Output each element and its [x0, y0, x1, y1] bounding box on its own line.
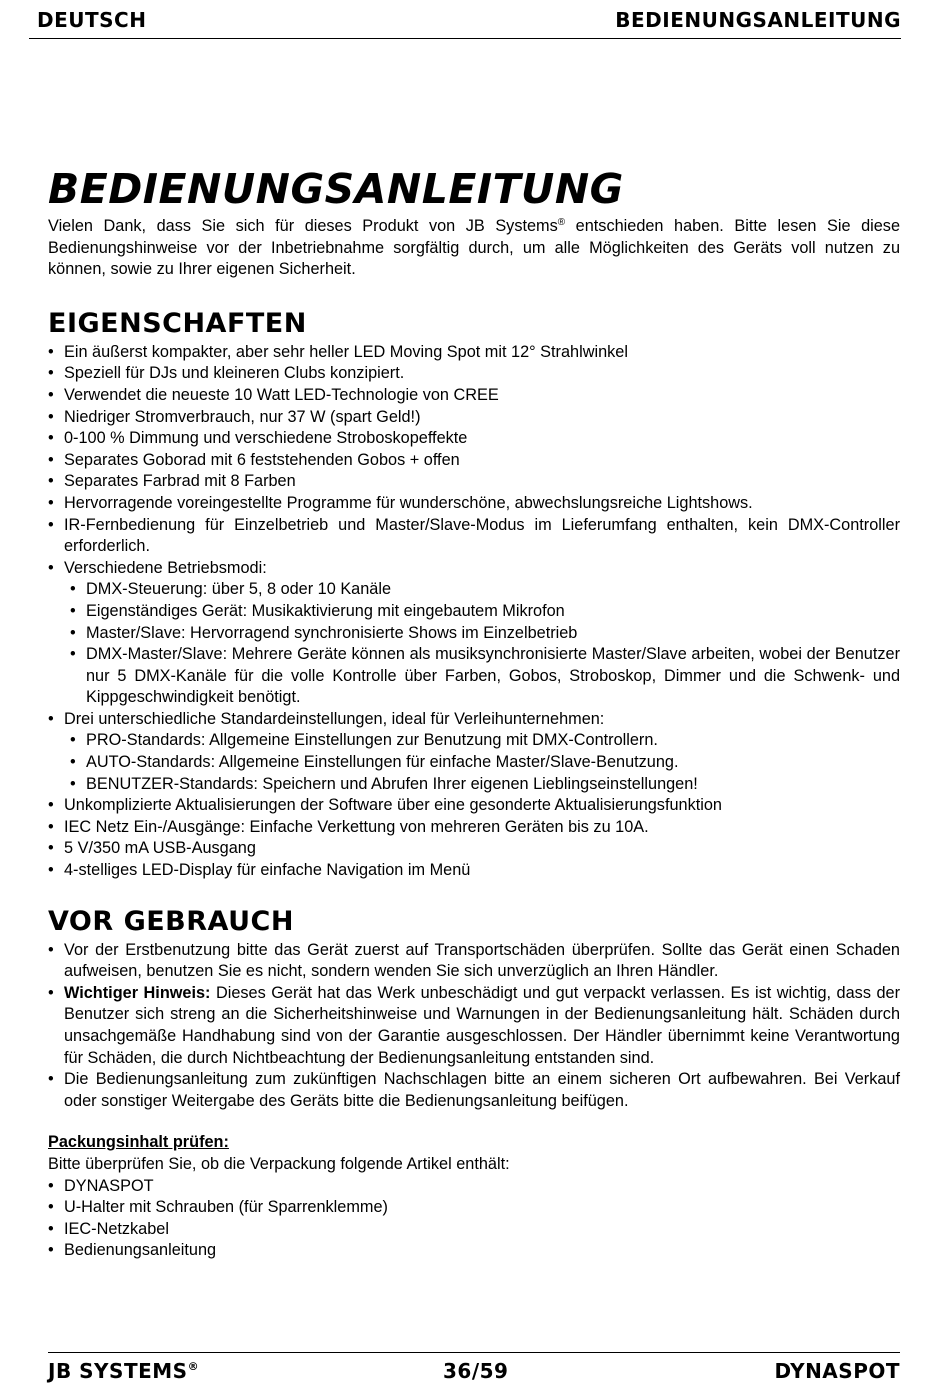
standards-list — [48, 730, 900, 795]
registered-mark: ® — [557, 217, 566, 228]
package-heading-text: Packungsinhalt prüfen: — [48, 1133, 229, 1152]
feature-item: • 4-stelliges LED-Display für einfache Navigation im Menü — [48, 860, 900, 882]
package-item: • Bedienungsanleitung — [48, 1240, 900, 1262]
footer-registered-mark: ® — [187, 1360, 200, 1373]
page-header — [29, 8, 901, 39]
mode-item: • DMX-Steuerung: über 5, 8 oder 10 Kanäle — [48, 579, 900, 601]
package-item: • DYNASPOT — [48, 1176, 900, 1198]
package-heading — [48, 1132, 900, 1154]
brand-name: JB SYSTEMS — [48, 1359, 188, 1383]
feature-item: • IR-Fernbedienung für Einzelbetrieb und Master/Slave-Modus im Lieferumfang enthalten, kein DMX-Controller erforderlich. — [48, 515, 900, 558]
page-title: BEDIENUNGSANLEITUNG — [48, 165, 624, 213]
standard-item: • AUTO-Standards: Allgemeine Einstellungen für einfache Master/Slave-Benutzung. — [48, 752, 900, 774]
feature-item: • Separates Goborad mit 6 feststehenden Gobos + offen — [48, 450, 900, 472]
standards-label: Drei unterschiedliche Standardeinstellungen, ideal für Verleihunternehmen: — [64, 709, 605, 728]
footer-brand — [48, 1359, 199, 1383]
standard-item: • PRO-Standards: Allgemeine Einstellungen zur Benutzung mit DMX-Controllern. — [48, 730, 900, 752]
features-list-more — [48, 795, 900, 881]
features-heading: EIGENSCHAFTEN — [48, 307, 307, 339]
intro-paragraph — [48, 216, 900, 281]
feature-item: • 5 V/350 mA USB-Ausgang — [48, 838, 900, 860]
mode-item: • Eigenständiges Gerät: Musikaktivierung mit eingebautem Mikrofon — [48, 601, 900, 623]
modes-label: Verschiedene Betriebsmodi: — [64, 558, 267, 577]
modes-list — [48, 579, 900, 709]
important-note-text: Dieses Gerät hat das Werk unbeschädigt und gut verpackt verlassen. Es ist wichtig, dass der Benutzer sich streng an die Sicherheitshinweise und Warnungen in der Bedienungsanleitung hält. Schäden durch unsachgemäße Handhabung sind von der Garantie ausgeschlossen. Der Händler übernimmt keine Verantwortung für Schäden, die durch Nichtbeachtung der Bedienungsanleitung entstanden sind. — [64, 983, 900, 1067]
feature-item: • Ein äußerst kompakter, aber sehr heller LED Moving Spot mit 12° Strahlwinkel — [48, 342, 900, 364]
features-list — [48, 342, 900, 580]
feature-standards — [48, 709, 900, 731]
package-intro: Bitte überprüfen Sie, ob die Verpackung folgende Artikel enthält: — [48, 1154, 510, 1173]
package-list — [48, 1176, 900, 1262]
page-footer — [48, 1352, 900, 1383]
mode-item: • Master/Slave: Hervorragend synchronisierte Shows im Einzelbetrieb — [48, 623, 900, 645]
feature-item: • Speziell für DJs und kleineren Clubs konzipiert. — [48, 363, 900, 385]
before-use-heading: VOR GEBRAUCH — [48, 905, 294, 937]
before-use-item: • Vor der Erstbenutzung bitte das Gerät zuerst auf Transportschäden überprüfen. Sollte das Gerät einen Schaden aufweisen, benutzen Sie es nicht, sondern wenden Sie sich unverzüglich an Ihren Händler. — [48, 940, 900, 983]
footer-product: DYNASPOT — [774, 1359, 900, 1383]
header-language: DEUTSCH — [37, 8, 147, 32]
important-note-label: Wichtiger Hinweis: — [64, 983, 211, 1002]
feature-item: • Verwendet die neueste 10 Watt LED-Technologie von CREE — [48, 385, 900, 407]
feature-item: • Unkomplizierte Aktualisierungen der Software über eine gesonderte Aktualisierungsfunktion — [48, 795, 900, 817]
mode-item: • DMX-Master/Slave: Mehrere Geräte können als musiksynchronisierte Master/Slave arbeiten, wobei der Benutzer nur 5 DMX-Kanäle für die volle Kontrolle über Farben, Gobos, Stroboskop, Dimmer und die Schwenk- und Kippgeschwindigkeit benötigt. — [48, 644, 900, 709]
feature-item: • Hervorragende voreingestellte Programme für wunderschöne, abwechslungsreiche Lightshows. — [48, 493, 900, 515]
package-item: • U-Halter mit Schrauben (für Sparrenklemme) — [48, 1197, 900, 1219]
page-number: 36/59 — [443, 1359, 509, 1383]
before-use-list — [48, 940, 900, 1113]
feature-item: • Separates Farbrad mit 8 Farben — [48, 471, 900, 493]
intro-text-end: entschieden haben. Bitte lesen Sie diese Bedienungshinweise vor der Inbetriebnahme sorgfältig durch, um alle Möglichkeiten des Geräts voll nutzen zu können, sowie zu Ihrer eigenen Sicherheit. — [48, 217, 900, 279]
feature-modes — [48, 558, 900, 580]
header-doc-type: BEDIENUNGSANLEITUNG — [615, 8, 901, 32]
before-use-item-important — [48, 983, 900, 1069]
features-list-standards — [48, 709, 900, 731]
feature-item: • Niedriger Stromverbrauch, nur 37 W (spart Geld!) — [48, 407, 900, 429]
standard-item: • BENUTZER-Standards: Speichern und Abrufen Ihrer eigenen Lieblingseinstellungen! — [48, 774, 900, 796]
feature-item: • IEC Netz Ein-/Ausgänge: Einfache Verkettung von mehreren Geräten bis zu 10A. — [48, 817, 900, 839]
before-use-item: • Die Bedienungsanleitung zum zukünftigen Nachschlagen bitte an einem sicheren Ort aufbewahren. Bei Verkauf oder sonstiger Weitergabe des Geräts bitte die Bedienungsanleitung beifügen. — [48, 1069, 900, 1112]
package-item: • IEC-Netzkabel — [48, 1219, 900, 1241]
intro-text-start: Vielen Dank, dass Sie sich für dieses Produkt von JB Systems — [48, 217, 558, 235]
feature-item: • 0-100 % Dimmung und verschiedene Stroboskopeffekte — [48, 428, 900, 450]
page-content — [48, 162, 900, 1262]
